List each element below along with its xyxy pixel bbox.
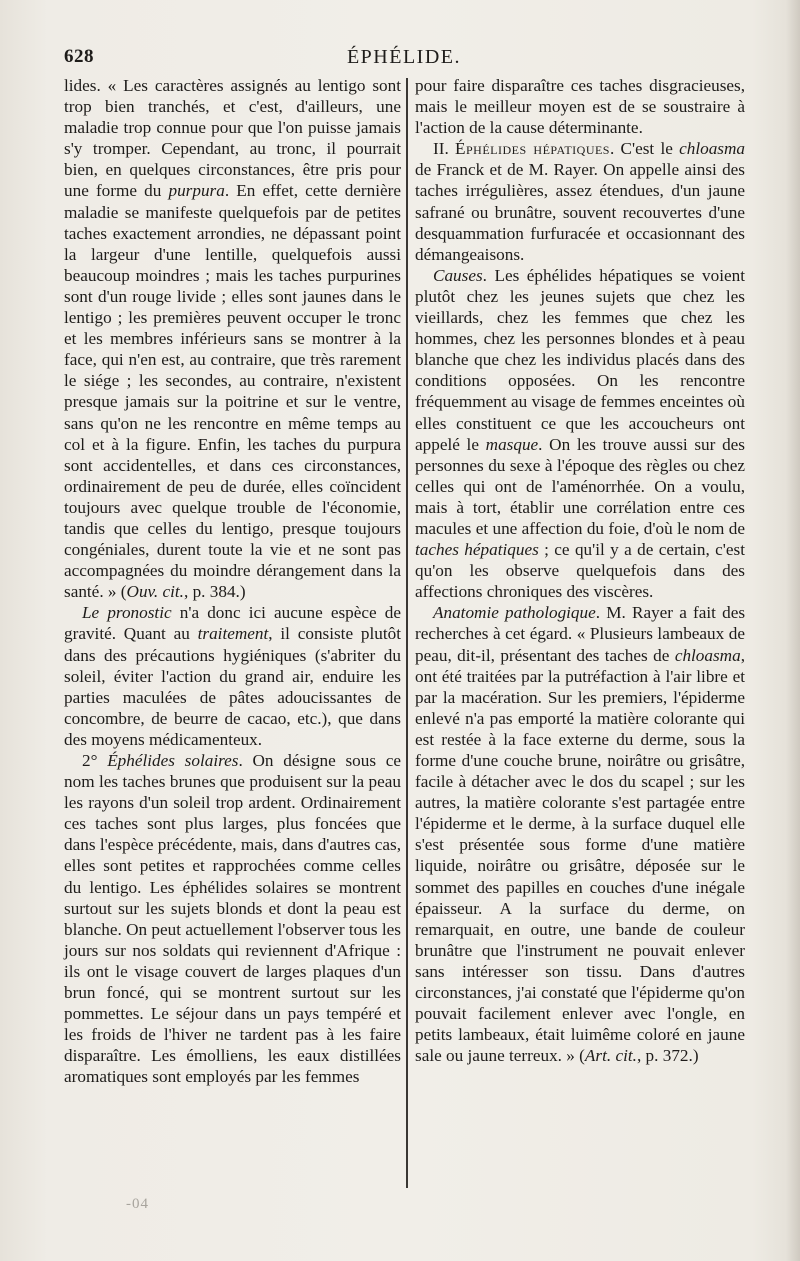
page-number: 628 xyxy=(64,46,94,67)
paragraph-causes: Causes. Les éphélides hépatiques se voient plutôt chez les jeunes sujets que chez les vieillards, chez les femmes que chez les hommes, chez les personnes blondes et à peau blanche que chez les individus placés dans des conditions opposées. On les rencontre fréquemment au visage de femmes enceintes où elles constituent ce que les accoucheurs ont appelé le masque. On les trouve aussi sur des personnes du sexe à l'époque des règles ou chez celles qui ont de l'aménorrhée. On a voulu, mais à tort, établir une corrélation entre ces macules et une affection du foie, d'où le nom de taches hépatiques ; ce qu'il y a de certain, c'est qu'on les observe quelquefois dans des affections chroniques des viscères. xyxy=(415,265,746,602)
left-column xyxy=(64,75,401,1088)
paragraph-ephelides-hepatiques: II. Éphélides hépatiques. C'est le chloasma de Franck et de M. Rayer. On appelle ainsi des taches irrégulières, assez étendues, d'un jaune safrané ou brunâtre, souvent recouvertes d'une desquammation furfuracée et occasionnant des démangeaisons. xyxy=(415,139,745,264)
paragraph-continuation: pour faire disparaître ces taches disgracieuses, mais le meilleur moyen est de se soustraire à l'action de la cause déterminante. xyxy=(415,76,745,138)
footer-mark: -04 xyxy=(126,1196,149,1212)
column-divider xyxy=(406,78,408,1188)
paragraph-anatomie-pathologique: Anatomie pathologique. M. Rayer a fait des recherches à cet égard. « Plusieurs lambeaux de peau, dit-il, présentant des taches de chloasma, ont été traitées par la putréfaction à l'air libre et par la macération. Sur les premiers, l'épiderme enlevé n'a pas emporté la matière colorante qui est restée à la face externe du derme, sous la forme d'une couche brune, noirâtre ou grisâtre, facile à détacher avec le dos du scapel ; sur les autres, la matière colorante s'est partagée entre l'épiderme et le derme, à la surface duquel elle s'est présentée sous forme d'une matière liquide, noirâtre ou grisâtre, déposée sur le sommet des papilles en couches d'une inégale épaisseur. A la surface du derme, on remarquait, en outre, une bande de couleur brunâtre que l'instrument ne pouvait enlever sans intéresser son tissu. Dans d'autres circonstances, j'ai constaté que l'épiderme qu'on pouvait facilement enlever avec l'ongle, en petits lambeaux, était luimême coloré en jaune sale ou jaune terreux. » (Art. cit., p. 372.) xyxy=(415,603,746,1066)
right-column xyxy=(415,75,745,1066)
page-edge-shadow xyxy=(786,0,800,1261)
running-title: ÉPHÉLIDE. xyxy=(346,46,462,68)
page-header xyxy=(64,46,744,72)
paragraph-ephelides-solaires: 2° Éphélides solaires. On désigne sous ce nom les taches brunes que produisent sur la peau les rayons d'un soleil trop ardent. Ordinairement ces taches sont plus larges, plus foncées que dans l'espèce précédente, mais, dans d'autres cas, elles sont petites et rapprochées comme celles du lentigo. Les éphélides solaires se montrent surtout sur les sujets blonds et dont la peau est blanche. On peut actuellement l'observer tous les jours sur nos soldats qui reviennent d'Afrique : ils ont le visage couvert de larges plaques d'un brun foncé, qui se montrent surtout sur les pommettes. Le séjour dans un pays tempéré et les froids de l'hiver ne tardent pas à les faire disparaître. Les émolliens, les eaux distillées aromatiques sont employés par les femmes xyxy=(64,751,401,1087)
paragraph-pronostic: Le pronostic n'a donc ici aucune espèce de gravité. Quant au traitement, il consiste plutôt dans des précautions hygiéniques (s'abriter du soleil, éviter l'action du grand air, enduire les parties maculées de pâtes adoucissantes de concombre, de beurre de cacao, etc.), que dans des moyens médicamenteux. xyxy=(64,603,401,749)
paragraph-lentigo-purpura: lides. « Les caractères assignés au lentigo sont trop bien tranchés, et c'est, d'ailleurs, une maladie trop connue pour que l'on puisse jamais s'y tromper. Cependant, au tronc, il pourrait bien, en quelques circonstances, être pris pour une forme du purpura. En effet, cette dernière maladie se manifeste quelquefois par de petites taches exactement arrondies, ne dépassant point la largeur d'une lentille, quelquefois aussi beaucoup moindres ; mais les taches purpurines sont d'un rouge livide ; elles sont jaunes dans le lentigo ; les premières peuvent occuper le tronc et les membres inférieurs sans se montrer à la face, qui n'en est, au contraire, que très rarement le siége ; les secondes, au contraire, n'existent presque jamais sur la poitrine et sur le ventre, sans qu'on ne les rencontre en même temps au col et à la figure. Enfin, les taches du purpura sont accidentelles, et dans ces circonstances, ordinairement de peu de durée, elles coïncident toujours avec quelque trouble de l'économie, tandis que celles du lentigo, presque toujours congéniales, durent toute la vie et ne sont pas accompagnées du moindre dérangement dans la santé. » (Ouv. cit., p. 384.) xyxy=(64,76,402,602)
